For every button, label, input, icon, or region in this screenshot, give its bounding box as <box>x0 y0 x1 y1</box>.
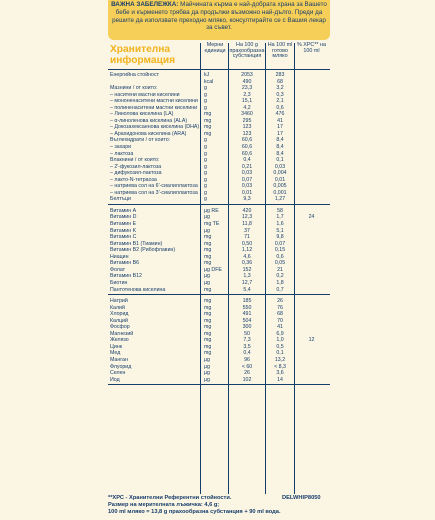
nutrient-unit: mg <box>204 247 212 254</box>
per-100ml-value: 5,1 <box>276 227 284 234</box>
per-100g-value: 11,8 <box>242 221 252 228</box>
rda-value: 24 <box>308 214 315 221</box>
nutrient-unit: mg TE <box>204 221 220 228</box>
nutrient-label: Йод <box>110 376 120 383</box>
per-100ml-value: 76 <box>277 304 283 311</box>
per-100ml-value: 1,6 <box>276 221 284 228</box>
per-100ml-value: 0,2 <box>276 273 284 280</box>
nutrient-unit: g <box>204 163 207 170</box>
nutrient-unit: mg <box>204 311 212 318</box>
nutrient-label: Хлорид <box>110 311 129 318</box>
per-100g-value: 15,1 <box>241 98 253 105</box>
per-100ml-value: 13,2 <box>274 356 286 363</box>
unit-column-header: Мерни единици <box>204 42 226 54</box>
nutrient-section <box>108 298 330 385</box>
nutrient-label: – натриева сол на 6'-сиалиллактоза <box>110 183 198 190</box>
nutrient-label: Пантотенова киселина <box>110 286 166 293</box>
per-100g-value: 9,3 <box>243 196 251 203</box>
important-note-box <box>108 0 330 40</box>
per-100ml-value: 283 <box>275 72 285 78</box>
nutrient-label: Витамин K <box>110 227 137 234</box>
per-100ml-value: 17 <box>277 124 283 131</box>
nutrient-unit: g <box>204 176 207 183</box>
per-100g-value: 23,3 <box>241 85 253 92</box>
per-100g-value: 96 <box>244 356 250 363</box>
product-code: DELWHIP8050 <box>282 495 321 501</box>
nutrient-label: Флуорид <box>110 363 132 370</box>
per-100g-value: 1,3 <box>243 273 251 280</box>
nutrient-label: – полиненаситени мастни киселини <box>110 104 198 111</box>
per-100ml-value: 0,15 <box>274 247 286 254</box>
per-100g-value: 0,21 <box>241 163 253 170</box>
nutrient-label: Биотин <box>110 279 128 286</box>
nutrient-unit: mg <box>204 124 212 131</box>
nutrient-unit: mg <box>204 117 212 124</box>
nutrient-label: – лакто-N-тетраоза <box>110 176 157 183</box>
per-100g-value: 550 <box>242 304 252 311</box>
nutrient-unit: mg <box>204 330 212 337</box>
nutrient-label: Фосфор <box>110 324 130 331</box>
nutrient-unit: g <box>204 196 207 203</box>
nutrient-label: Витамин B12 <box>110 273 142 280</box>
per-100g-value: 0,4 <box>243 350 251 357</box>
right-edge-panel <box>330 0 435 520</box>
per-100ml-value: 0,5 <box>276 343 284 350</box>
nutrient-label: – наситени мастни киселини <box>110 91 180 98</box>
nutrient-label: Калий <box>110 304 125 311</box>
per-100ml-value: 1,0 <box>276 337 284 344</box>
per-100g-value: 0,01 <box>241 189 253 196</box>
per-100ml-value: 41 <box>277 324 283 331</box>
per-100g-value: 491 <box>242 311 252 318</box>
nutrient-unit: µg <box>204 227 210 234</box>
nutrient-label: Селен <box>110 370 126 377</box>
per-100g-column-header: На 100 g прахообразна субстанция <box>229 42 265 60</box>
per-100g-value: 123 <box>242 130 252 137</box>
per-100g-value: 490 <box>242 78 252 85</box>
nutrient-unit: µg <box>204 279 210 286</box>
nutrient-unit: mg <box>204 286 212 293</box>
per-100g-value: 4,2 <box>243 104 251 111</box>
nutrient-section <box>108 208 330 295</box>
per-100g-value: 60,6 <box>241 137 253 144</box>
nutrient-unit: mg <box>204 234 212 241</box>
per-100g-value: 1,12 <box>241 247 253 254</box>
nutrient-label: Въглехидрати / от които: <box>110 137 171 144</box>
per-100ml-value: 8,4 <box>276 137 284 144</box>
nutrient-unit: g <box>204 91 207 98</box>
per-100ml-value: 41 <box>277 117 283 124</box>
per-100ml-value: 0,004 <box>273 170 287 177</box>
nutrient-label: – α-линоленова киселина (ALA) <box>110 117 188 124</box>
nutrition-table-body <box>108 72 330 388</box>
nutrient-unit: mg <box>204 298 212 305</box>
nutrient-unit: µg <box>204 273 210 280</box>
nutrient-unit: g <box>204 104 207 111</box>
nutrient-unit: mg <box>204 260 212 267</box>
nutrient-unit: µg <box>204 356 210 363</box>
per-100ml-value: 68 <box>277 78 283 85</box>
per-100ml-value: 0,01 <box>274 176 286 183</box>
per-100ml-value: 0,05 <box>274 260 286 267</box>
per-100ml-column-header: На 100 ml готово мляко <box>267 42 293 60</box>
nutrient-label: Витамин C <box>110 234 137 241</box>
per-100ml-value: 21 <box>277 266 283 273</box>
table-title: Хранителна информация <box>110 44 176 66</box>
per-100ml-value: 0,6 <box>276 104 284 111</box>
nutrient-label: Витамин E <box>110 221 137 228</box>
nutrient-label: Мед <box>110 350 121 357</box>
table-footer <box>108 495 330 516</box>
nutrient-unit: mg <box>204 337 212 344</box>
important-note-heading: ВАЖНА ЗАБЕЛЕЖКА: <box>111 1 179 8</box>
nutrient-unit: g <box>204 183 207 190</box>
nutrient-unit: mg <box>204 130 212 137</box>
nutrient-label: – Линолова киселина (LA) <box>110 111 174 118</box>
per-100g-value: 60,6 <box>241 150 253 157</box>
rda-footnote: **ХРС - Хранителни Референтни стойности. <box>108 495 232 501</box>
per-100ml-value: 17 <box>277 130 283 137</box>
rda-value: 12 <box>308 337 315 344</box>
per-100g-value: 420 <box>242 207 252 214</box>
per-100g-value: 0,4 <box>243 157 251 164</box>
per-100ml-value: 0,001 <box>273 189 287 196</box>
nutrient-unit: g <box>204 85 207 92</box>
nutrient-unit: µg RE <box>204 207 219 214</box>
nutrient-unit: mg <box>204 304 212 311</box>
nutrient-unit: kcal <box>204 78 214 85</box>
per-100g-value: 3,5 <box>243 343 251 350</box>
nutrient-unit: mg <box>204 343 212 350</box>
per-100g-value: < 60 <box>241 363 253 370</box>
nutrient-label: Натрий <box>110 298 128 305</box>
important-note-text: Майчината кърма е най-добрата храна за Вашето бебе и кърменето трябва да продължи възможно най-дълго. Преди да решите да използвате преходно мляко, консултирайте се с Вашия лекар за съвет. <box>112 1 327 32</box>
per-100g-value: 12,3 <box>241 214 253 221</box>
per-100g-value: 7,3 <box>243 337 251 344</box>
per-100g-value: 37 <box>244 227 250 234</box>
nutrient-row <box>108 287 330 294</box>
per-100ml-value: 0,3 <box>276 91 284 98</box>
nutrient-label: Витамин B6 <box>110 260 140 267</box>
per-100ml-value: 476 <box>275 111 285 118</box>
nutrient-label: – 2'-фукозил-лактоза <box>110 163 162 170</box>
nutrient-label: – лактоза <box>110 150 134 157</box>
nutrient-unit: g <box>204 157 207 164</box>
per-100ml-value: 9,8 <box>276 234 284 241</box>
per-100ml-value: 2,1 <box>276 98 284 105</box>
per-100ml-value: 68 <box>277 311 283 318</box>
per-100ml-value: 58 <box>277 207 283 214</box>
nutrient-label: – Арахидонова киселина (ARA) <box>110 130 187 137</box>
per-100ml-value: 3,2 <box>276 85 284 92</box>
nutrient-label: Витамин А <box>110 207 137 214</box>
per-100g-value: 152 <box>242 266 252 273</box>
per-100g-value: 12,7 <box>241 279 253 286</box>
per-100ml-value: 8,4 <box>276 144 284 151</box>
nutrient-label: Витамин B2 (Рибофлавин) <box>110 247 176 254</box>
nutrient-label: Енергийна стойност <box>110 72 159 78</box>
nutrient-label: Фолат <box>110 266 126 273</box>
nutrient-unit: mg <box>204 317 212 324</box>
per-100g-value: 123 <box>242 124 252 131</box>
nutrient-label: – захари <box>110 144 132 151</box>
per-100g-value: 60,6 <box>241 144 253 151</box>
per-100ml-value: < 8,3 <box>274 363 286 370</box>
per-100ml-value: 3,6 <box>276 370 284 377</box>
per-100g-value: 0,36 <box>241 260 253 267</box>
nutrient-label: Витамин B1 (Тиамин) <box>110 240 163 247</box>
per-100g-value: 71 <box>244 234 250 241</box>
per-100ml-value: 0,6 <box>276 253 284 260</box>
per-100ml-value: 0,005 <box>273 183 287 190</box>
nutrient-unit: µg <box>204 370 210 377</box>
nutrient-row <box>108 377 330 384</box>
nutrient-label: – Докозахексаенова киселина (DHA) <box>110 124 200 131</box>
nutrient-section <box>108 72 330 205</box>
nutrient-unit: mg <box>204 240 212 247</box>
per-100g-value: 102 <box>242 376 252 383</box>
nutrient-row <box>108 196 330 203</box>
per-100ml-value: 70 <box>277 317 283 324</box>
per-100g-value: 0,03 <box>241 183 253 190</box>
per-100g-value: 3460 <box>241 111 253 118</box>
nutrient-unit: kJ <box>204 72 210 78</box>
nutrient-unit: g <box>204 98 207 105</box>
per-100ml-value: 0,07 <box>274 240 286 247</box>
nutrient-unit: µg DFE <box>204 266 222 273</box>
per-100ml-value: 0,1 <box>276 350 284 357</box>
nutrient-label: Витамин D <box>110 214 137 221</box>
nutrient-label: Калций <box>110 317 128 324</box>
nutrient-label: Желязо <box>110 337 129 344</box>
per-100ml-value: 8,4 <box>276 150 284 157</box>
per-100ml-value: 1,27 <box>274 196 286 203</box>
per-100g-value: 185 <box>242 298 252 305</box>
per-100g-value: 295 <box>242 117 252 124</box>
nutrient-unit: g <box>204 170 207 177</box>
per-100g-value: 26 <box>244 370 250 377</box>
per-100ml-value: 0,03 <box>274 163 286 170</box>
scoop-size-note: Размер на мерителната лъжичка: 4,6 g; <box>108 502 220 508</box>
per-100g-value: 0,50 <box>241 240 253 247</box>
nutrient-label: Магнезий <box>110 330 134 337</box>
nutrient-unit: g <box>204 189 207 196</box>
nutrient-label: Влакнини / от които: <box>110 157 160 164</box>
nutrient-unit: mg <box>204 324 212 331</box>
nutrient-unit: µg <box>204 376 210 383</box>
per-100ml-value: 6,9 <box>276 330 284 337</box>
table-header <box>108 43 330 70</box>
per-100g-value: 300 <box>242 324 252 331</box>
nutrient-unit: g <box>204 144 207 151</box>
per-100ml-value: 1,8 <box>276 279 284 286</box>
nutrient-unit: mg <box>204 253 212 260</box>
nutrient-unit: mg <box>204 111 212 118</box>
per-100g-value: 5,4 <box>243 286 251 293</box>
per-100g-value: 504 <box>242 317 252 324</box>
per-100g-value: 50 <box>244 330 250 337</box>
nutrient-unit: µg <box>204 363 210 370</box>
nutrient-label: Манган <box>110 356 128 363</box>
per-100ml-value: 26 <box>277 298 283 305</box>
nutrient-label: Ниацин <box>110 253 129 260</box>
nutrient-unit: µg <box>204 214 210 221</box>
nutrient-label: – натриева сол на 3'-сиалиллактоза <box>110 189 198 196</box>
nutrient-label: Цинк <box>110 343 123 350</box>
per-100ml-value: 1,7 <box>276 214 284 221</box>
per-100g-value: 2053 <box>241 72 253 78</box>
nutrient-unit: g <box>204 137 207 144</box>
nutrient-label: Мазнини / от които: <box>110 85 158 92</box>
per-100ml-value: 0,1 <box>276 157 284 164</box>
per-100g-value: 0,07 <box>241 176 253 183</box>
preparation-note: 100 ml мляко = 13,8 g прахообразна субстанция + 90 ml вода. <box>108 509 281 515</box>
per-100g-value: 4,6 <box>243 253 251 260</box>
per-100ml-value: 14 <box>277 376 283 383</box>
per-100ml-value: 0,7 <box>276 286 284 293</box>
nutrient-label: – мононенаситени мастни киселини <box>110 98 198 105</box>
rda-column-header: % ХРС** на 100 ml <box>297 42 326 54</box>
per-100g-value: 2,3 <box>243 91 251 98</box>
per-100g-value: 0,03 <box>241 170 253 177</box>
nutrient-label: – дифукозил-лактоза <box>110 170 162 177</box>
nutrient-unit: mg <box>204 350 212 357</box>
nutrient-unit: g <box>204 150 207 157</box>
nutrient-label: Белтъци <box>110 196 131 203</box>
